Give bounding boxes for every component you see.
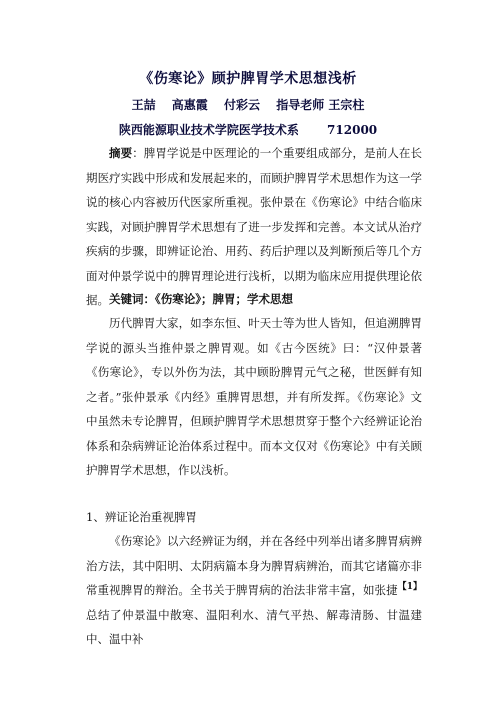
author-name: 王喆: [131, 98, 156, 112]
keywords-text: ：《伤寒论》；脾胃；学术思想: [143, 292, 293, 306]
advisor-name: 指导老师 王宗柱: [276, 98, 365, 112]
citation-reference: 【1】: [397, 582, 423, 592]
author-name: 付彩云: [224, 98, 261, 112]
section-text-continued: 总结了仲景温中散寒、温阳利水、清气平热、解毒清肠、甘温建中、温中补: [86, 607, 422, 646]
author-name: 高惠霞: [171, 98, 208, 112]
affiliation-line: [0, 121, 496, 138]
keywords-label: 关键词: [109, 292, 144, 306]
postcode: 712000: [327, 123, 378, 137]
affiliation-name: 陕西能源职业技术学院医学技术系: [118, 123, 299, 137]
abstract-text: ：脾胃学说是中医理论的一个重要组成部分，是前人在长期医疗实践中形成和发展起来的，而顾护脾胃学术思想作为这一学说的核心内容被历代医家所重视。张仲景在《伤寒论》中结合临床实践，对顾护脾胃学术思想有了进一步发挥和完善。本文试从治疗疾病的步骤，即辨证论治、用药、药后护理以及判断预后等几个方面对仲景学说中的脾胃理论进行浅析，以期为临床应用提供理论依据。: [86, 146, 423, 307]
keywords-paragraph: [86, 287, 422, 312]
intro-paragraph: 历代脾胃大家，如李东恒、叶天士等为世人皆知，但追溯脾胃学说的源头当推仲景之脾胃观。如《古今医统》曰：“汉仲景著《伤寒论》，专以外伤为法，其中顾盼脾胃元气之秘，世医鲜有知之者。”张仲景承《内经》重脾胃思想，并有所发挥。《伤寒论》文中虽然未专论脾胃，但顾护脾胃学术思想贯穿于整个六经辨证论治体系和杂病辨证论治体系过程中。而本文仅对《伤寒论》中有关顾护脾胃学术思想，作以浅析。: [86, 316, 422, 477]
abstract-label: 摘要: [109, 146, 133, 160]
section-text: 《伤寒论》以六经辨证为纲，并在各经中列举出诸多脾胃病辨治方法，其中阳明、太阴病篇本身为脾胃病辨治，而其它诸篇亦非常重视脾胃的辩治。全书关于脾胃病的治法非常丰富，如张捷: [86, 534, 422, 597]
author-line: [0, 96, 496, 113]
paper-title: 《伤寒论》顾护脾胃学术思想浅析: [139, 71, 357, 87]
section-paragraph: [86, 529, 422, 652]
section-heading: 1、辨证论治重视脾胃: [86, 510, 197, 524]
